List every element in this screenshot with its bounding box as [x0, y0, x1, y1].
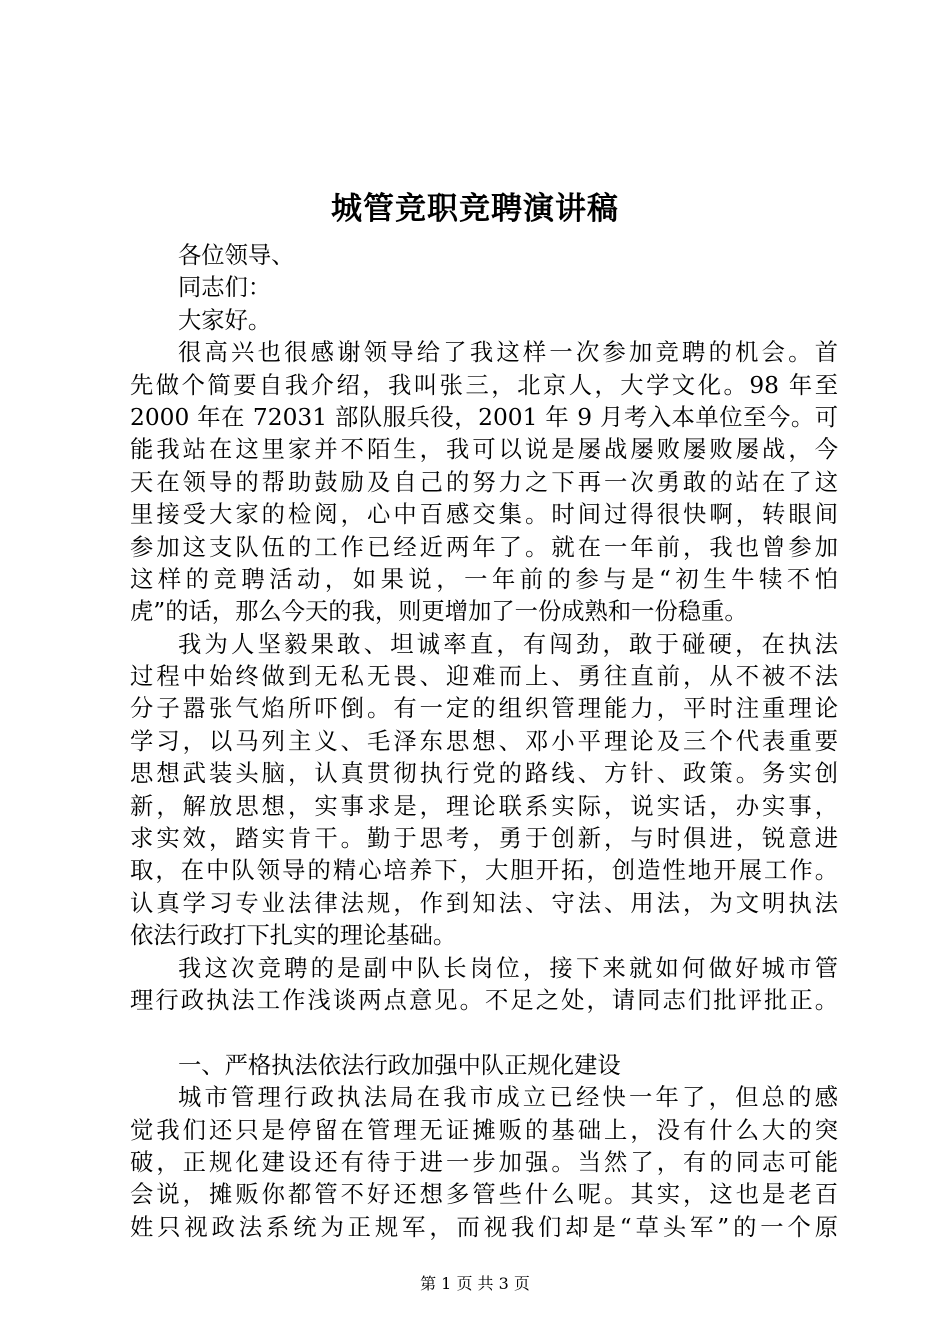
- text-line: 求实效，踏实肯干。勤于思考，勇于创新，与时俱进，锐意进: [130, 825, 838, 853]
- text-line: 天在领导的帮助鼓励及自己的努力之下再一次勇敢的站在了这: [130, 468, 838, 496]
- text-line: 理行政执法工作浅谈两点意见。不足之处，请同志们批评批正。: [130, 986, 838, 1014]
- text-line: 能我站在这里家并不陌生，我可以说是屡战屡败屡败屡战，今: [130, 436, 838, 464]
- document-title: 城管竞职竞聘演讲稿: [331, 191, 619, 227]
- text-line: 觉我们还只是停留在管理无证摊贩的基础上，没有什么大的突: [130, 1116, 838, 1144]
- text-line: 同志们：: [178, 274, 272, 302]
- text-line: 思想武装头脑，认真贯彻执行党的路线、方针、政策。务实创: [130, 760, 838, 788]
- text-line: 很高兴也很感谢领导给了我这样一次参加竞聘的机会。首: [178, 339, 838, 367]
- text-line: 姓只视政法系统为正规军，而视我们却是“草头军”的一个原: [130, 1213, 838, 1241]
- text-line: 里接受大家的检阅，心中百感交集。时间过得很快啊，转眼间: [130, 501, 838, 529]
- text-line: 我这次竞聘的是副中队长岗位，接下来就如何做好城市管: [178, 954, 838, 982]
- blank-line: [130, 1017, 838, 1049]
- text-line: 一、严格执法依法行政加强中队正规化建设: [178, 1051, 621, 1079]
- text-line: 大家好。: [178, 306, 272, 334]
- text-line: 虎”的话，那么今天的我，则更增加了一份成熟和一份稳重。: [130, 598, 748, 626]
- text-line: 分子嚣张气焰所吓倒。有一定的组织管理能力，平时注重理论: [130, 695, 838, 723]
- text-line: 破，正规化建设还有待于进一步加强。当然了，有的同志可能: [130, 1148, 838, 1176]
- document-body: [130, 240, 838, 1244]
- page-footer: 第 1 页 共 3 页: [420, 1274, 530, 1293]
- text-line: 参加这支队伍的工作已经近两年了。就在一年前，我也曾参加: [130, 533, 838, 561]
- text-line: 我为人坚毅果敢、坦诚率直，有闯劲，敢于碰硬，在执法: [178, 630, 838, 658]
- text-line: 取，在中队领导的精心培养下，大胆开拓，创造性地开展工作。: [130, 857, 838, 885]
- text-line: 依法行政打下扎实的理论基础。: [130, 922, 457, 950]
- text-line: 会说，摊贩你都管不好还想多管些什么呢。其实，这也是老百: [130, 1181, 838, 1209]
- text-line: 这样的竞聘活动，如果说，一年前的参与是“初生牛犊不怕: [130, 565, 838, 593]
- text-line: 各位领导、: [178, 242, 295, 269]
- text-line: 新，解放思想，实事求是，理论联系实际，说实话，办实事，: [130, 792, 838, 820]
- text-line: 先做个简要自我介绍，我叫张三，北京人，大学文化。98 年至: [130, 371, 838, 399]
- text-line: 学习，以马列主义、毛泽东思想、邓小平理论及三个代表重要: [130, 727, 838, 755]
- text-line: 过程中始终做到无私无畏、迎难而上、勇往直前，从不被不法: [130, 663, 838, 691]
- text-line: 2000 年在 72031 部队服兵役，2001 年 9 月考入本单位至今。可: [130, 403, 838, 431]
- text-line: 城市管理行政执法局在我市成立已经快一年了，但总的感: [178, 1084, 838, 1112]
- text-line: 认真学习专业法律法规，作到知法、守法、用法，为文明执法: [130, 889, 838, 917]
